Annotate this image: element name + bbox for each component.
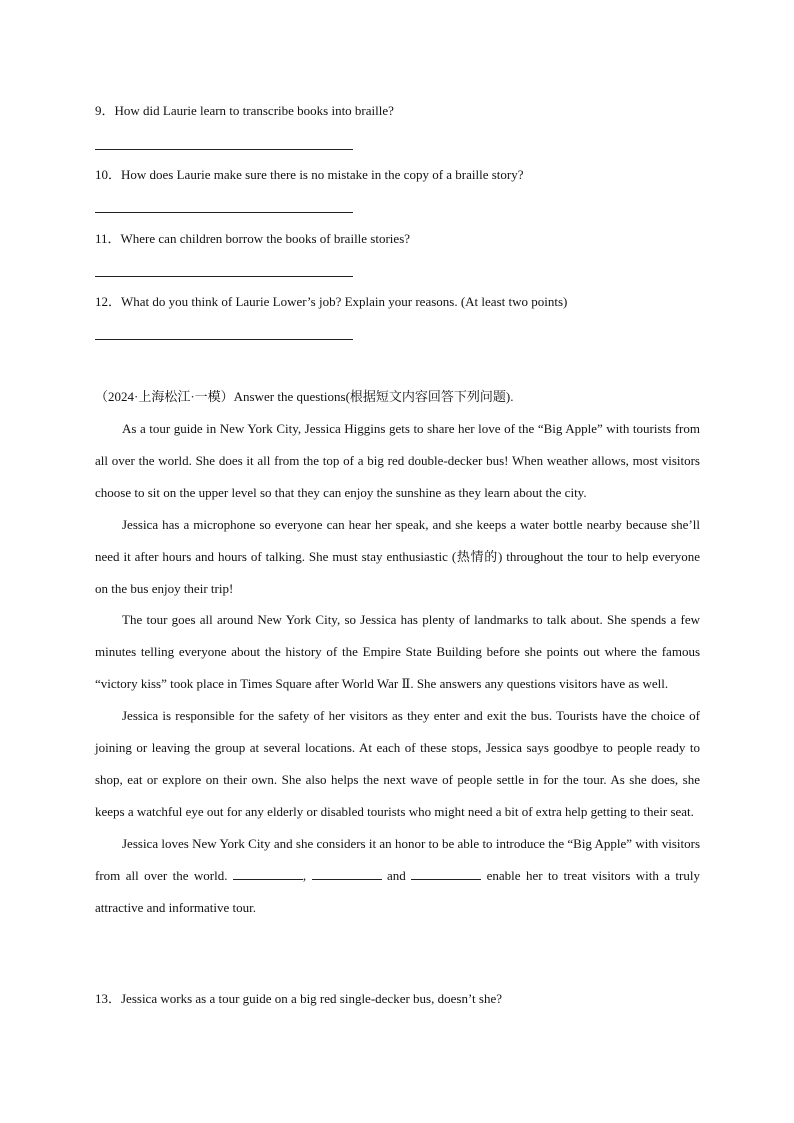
- question-12: 12．What do you think of Laurie Lower’s job? Explain your reasons. (At least two points): [95, 294, 568, 309]
- paragraph-5-separator-2: and: [381, 867, 412, 883]
- question-9: 9．How did Laurie learn to transcribe books into braille?: [95, 103, 394, 118]
- fill-blank-2[interactable]: [312, 867, 382, 880]
- answer-line-12[interactable]: [95, 339, 353, 340]
- passage-paragraph-5: [95, 828, 700, 924]
- answer-line-9[interactable]: [95, 149, 353, 150]
- fill-blank-1[interactable]: [233, 867, 303, 880]
- paragraph-5-text-end: enable her to treat visitors with a truly attractive and informative tour.: [95, 867, 700, 915]
- paragraph-5-text-start: Jessica loves New York City and she considers it an honor to be able to introduce the “Big Apple” with visitors from all over the world.: [95, 835, 700, 883]
- question-11: 11．Where can children borrow the books of braille stories?: [95, 231, 411, 246]
- passage-paragraph-1: As a tour guide in New York City, Jessica Higgins gets to share her love of the “Big Apple” with tourists from all over the world. She does it all from the top of a big red double-decker bus! When weather allows, most visitors choose to sit on the upper level so that they can enjoy the sunshine as they learn about the city.: [95, 421, 700, 500]
- passage-paragraph-4: Jessica is responsible for the safety of her visitors as they enter and exit the bus. Tourists have the choice of joining or leaving the group at several locations. At each of these stops, Jessica says goodbye to people ready to shop, eat or explore on their own. She also helps the next wave of people settle in for the tour. As she does, she keeps a watchful eye out for any elderly or disabled tourists who might need a bit of extra help getting to their seat.: [95, 708, 700, 819]
- fill-blank-3[interactable]: [411, 867, 481, 880]
- question-13: 13．Jessica works as a tour guide on a big red single-decker bus, doesn’t she?: [95, 991, 502, 1006]
- answer-line-10[interactable]: [95, 212, 353, 213]
- passage-paragraph-3: The tour goes all around New York City, so Jessica has plenty of landmarks to talk about. She spends a few minutes telling everyone about the history of the Empire State Building before she points out where the famous “victory kiss” took place in Times Square after World War Ⅱ. She answers any questions visitors have as well.: [95, 612, 700, 692]
- passage-paragraph-2: Jessica has a microphone so everyone can hear her speak, and she keeps a water bottle nearby because she’ll need it after hours and hours of talking. She must stay enthusiastic (热情的) throughout the tour to help everyone on the bus enjoy their trip!: [95, 516, 700, 596]
- question-10: 10．How does Laurie make sure there is no mistake in the copy of a braille story?: [95, 167, 524, 182]
- paragraph-5-separator-1: ,: [302, 867, 312, 883]
- reading-passage: [95, 413, 700, 924]
- answer-line-11[interactable]: [95, 276, 353, 277]
- section-intro: （2024·上海松江·一模）Answer the questions(根据短文内容回答下列问题).: [95, 389, 514, 404]
